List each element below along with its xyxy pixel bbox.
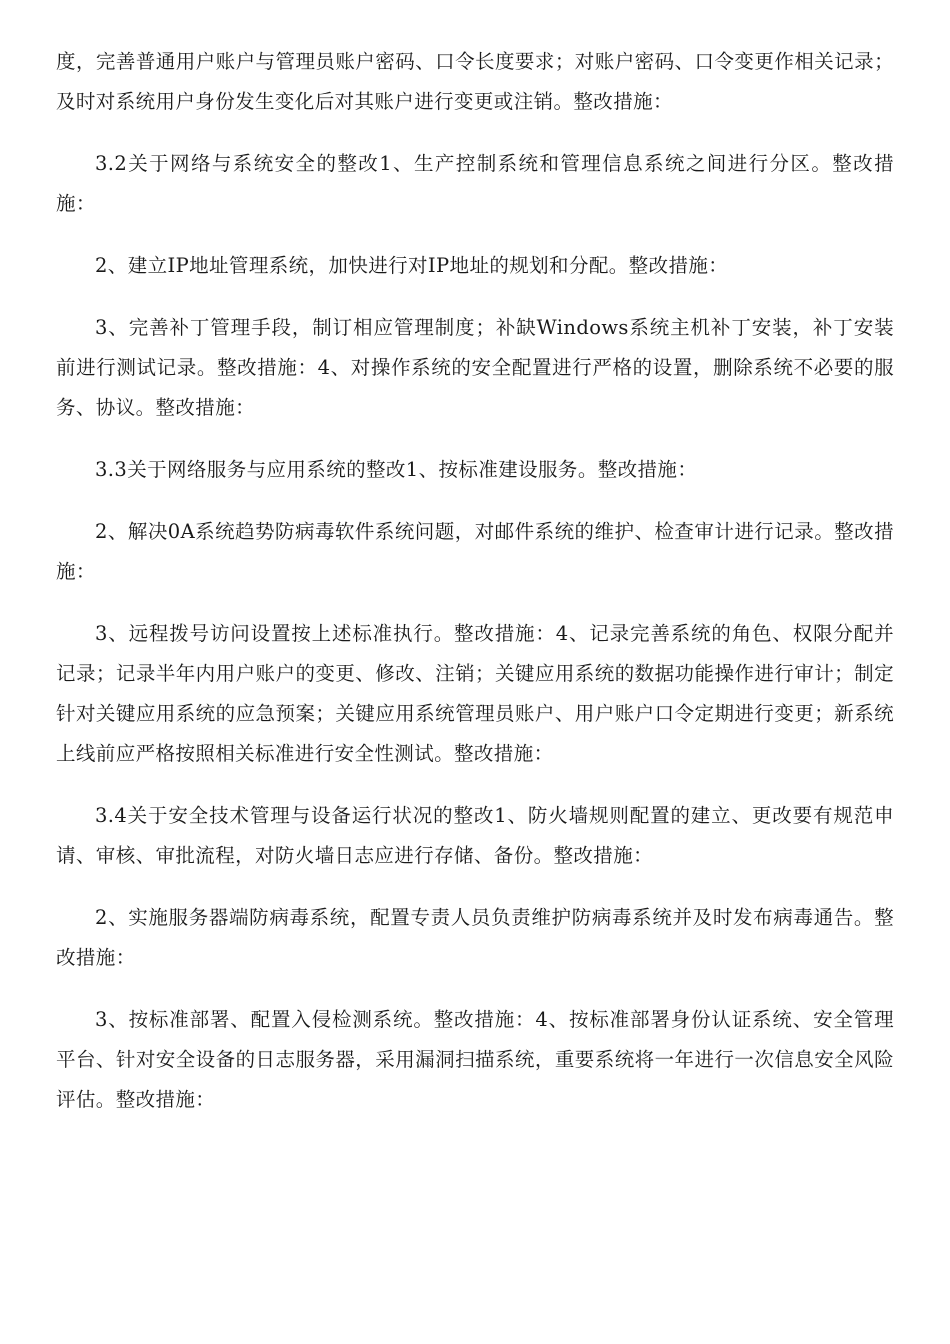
- paragraph-2: 3.2关于网络与系统安全的整改1、生产控制系统和管理信息系统之间进行分区。整改措施：: [56, 152, 894, 215]
- paragraph-4: 3、完善补丁管理手段，制订相应管理制度；补缺Windows系统主机补丁安装，补丁安装前进行测试记录。整改措施：4、对操作系统的安全配置进行严格的设置，删除系统不必要的服务、协议。整改措施：: [56, 316, 894, 419]
- paragraph-3: 2、建立IP地址管理系统，加快进行对IP地址的规划和分配。整改措施：: [95, 254, 729, 277]
- paragraph-6: 2、解决0A系统趋势防病毒软件系统问题，对邮件系统的维护、检查审计进行记录。整改措施：: [56, 520, 894, 583]
- paragraph-8: 3.4关于安全技术管理与设备运行状况的整改1、防火墙规则配置的建立、更改要有规范申请、审核、审批流程，对防火墙日志应进行存储、备份。整改措施：: [56, 804, 894, 867]
- paragraph-5: 3.3关于网络服务与应用系统的整改1、按标准建设服务。整改措施：: [95, 458, 698, 481]
- paragraph-10: 3、按标准部署、配置入侵检测系统。整改措施：4、按标准部署身份认证系统、安全管理平台、针对安全设备的日志服务器，采用漏洞扫描系统，重要系统将一年进行一次信息安全风险评估。整改措施：: [56, 1008, 894, 1111]
- document-page: [56, 42, 894, 1142]
- paragraph-7: 3、远程拨号访问设置按上述标准执行。整改措施：4、记录完善系统的角色、权限分配并记录；记录半年内用户账户的变更、修改、注销；关键应用系统的数据功能操作进行审计；制定针对关键应用系统的应急预案；关键应用系统管理员账户、用户账户口令定期进行变更；新系统上线前应严格按照相关标准进行安全性测试。整改措施：: [56, 622, 894, 765]
- paragraph-9: 2、实施服务器端防病毒系统，配置专责人员负责维护防病毒系统并及时发布病毒通告。整改措施：: [56, 906, 894, 969]
- paragraph-1: 度，完善普通用户账户与管理员账户密码、口令长度要求；对账户密码、口令变更作相关记录；及时对系统用户身份发生变化后对其账户进行变更或注销。整改措施：: [56, 50, 894, 113]
